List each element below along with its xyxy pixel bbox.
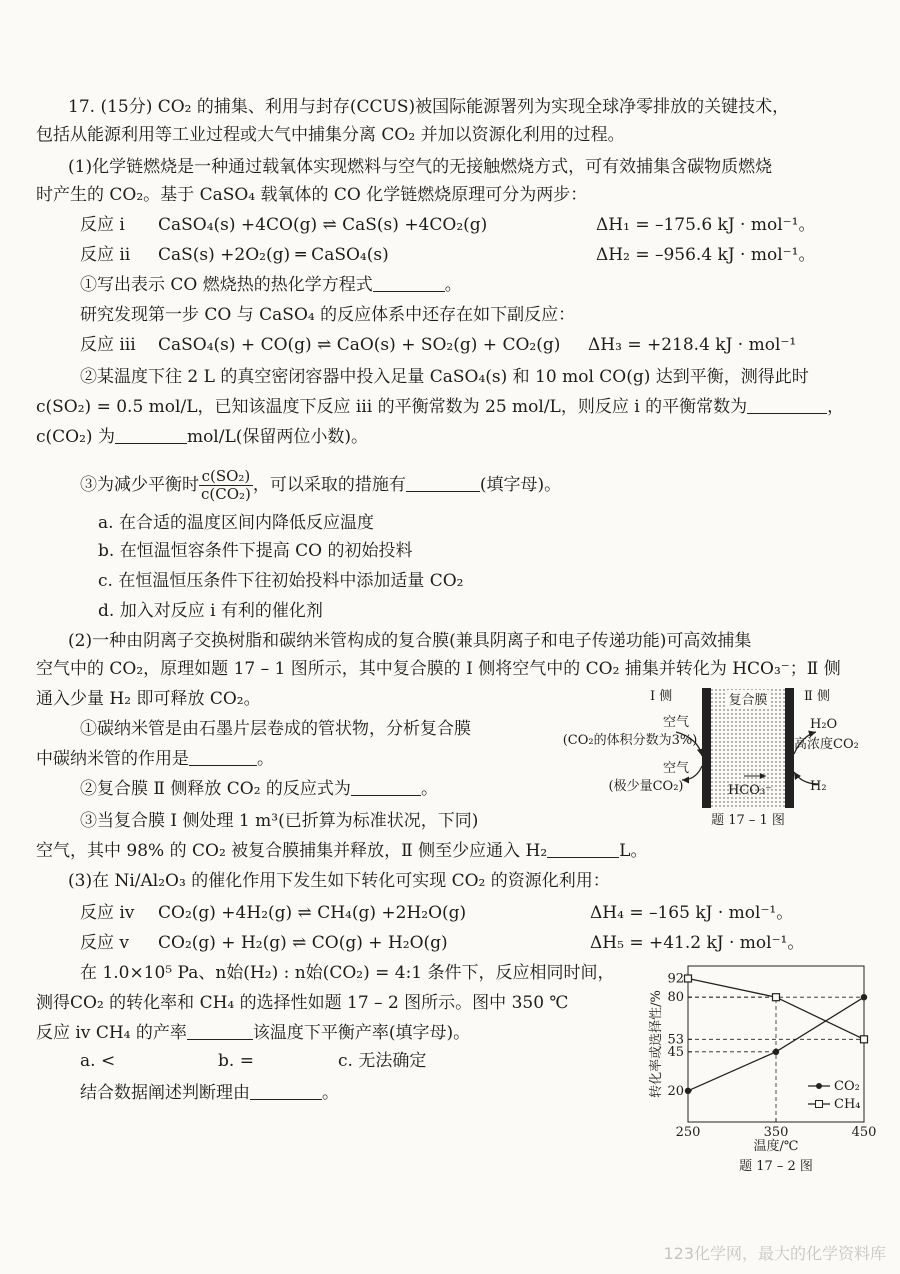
reaction-3-label: 反应 ⅲ bbox=[80, 335, 136, 355]
y-tick-label: 45 bbox=[667, 1044, 684, 1060]
reaction-3-enthalpy: ΔH₃ = +218.4 kJ · mol⁻¹ bbox=[588, 335, 797, 355]
answer-blank[interactable] bbox=[250, 1083, 322, 1100]
period: 。 bbox=[420, 779, 438, 799]
question-2-2 bbox=[80, 778, 438, 800]
question-3-line-1: 在 1.0×10⁵ Pa、n始(H₂) : n始(CO₂) = 4:1 条件下，反应相同时间， bbox=[80, 963, 615, 983]
question-3-text: 反应 ⅳ CH₄ 的产率 bbox=[36, 1023, 187, 1043]
comma: ， bbox=[827, 397, 845, 417]
high-co2-label: 高浓度CO₂ bbox=[794, 737, 859, 752]
air-outlet-label: 空气 bbox=[662, 761, 690, 776]
reaction-1-enthalpy: ΔH₁ = –175.6 kJ · mol⁻¹。 bbox=[596, 215, 816, 235]
reaction-3-equation: CaSO₄(s) + CO(g) ⇌ CaO(s) + SO₂(g) + CO₂(g) bbox=[158, 335, 561, 355]
period: 。 bbox=[322, 1083, 339, 1103]
period: 。 bbox=[257, 749, 274, 769]
reaction-5-enthalpy: ΔH₅ = +41.2 kJ · mol⁻¹。 bbox=[590, 933, 805, 953]
question-1-3-text-mid: ，可以采取的措施有 bbox=[252, 475, 406, 495]
question-1-2-text-c-tail: mol/L(保留两位小数)。 bbox=[186, 427, 369, 447]
figure-2-caption: 题 17 – 2 图 bbox=[739, 1159, 813, 1174]
question-1-3-text: ③为减少平衡时 bbox=[80, 475, 199, 495]
y-tick-label: 80 bbox=[667, 990, 684, 1006]
question-1-2-line-b bbox=[36, 396, 844, 418]
option-b: b. 在恒温恒容条件下提高 CO 的初始投料 bbox=[98, 541, 413, 561]
question-2-1-line-b bbox=[36, 748, 274, 770]
membrane-wall-right bbox=[785, 688, 794, 808]
question-1-1-text: ①写出表示 CO 燃烧热的热化学方程式 bbox=[80, 275, 373, 295]
fraction-numerator: c(SO₂) bbox=[199, 468, 253, 486]
question-2-3-tail: L。 bbox=[619, 841, 648, 861]
answer-blank[interactable] bbox=[547, 841, 619, 858]
answer-blank[interactable] bbox=[115, 427, 187, 444]
question-2-1-line-a: ①碳纳米管是由石墨片层卷成的管状物，分析复合膜 bbox=[80, 719, 471, 739]
legend-marker-co2 bbox=[816, 1083, 822, 1089]
answer-blank[interactable] bbox=[187, 1023, 253, 1040]
question-3-line-3 bbox=[36, 1022, 470, 1044]
membrane-diagram bbox=[526, 680, 890, 828]
part2-line-3: 通入少量 H₂ 即可释放 CO₂。 bbox=[36, 689, 261, 709]
ch4-data-point bbox=[773, 994, 780, 1001]
concentration-ratio bbox=[199, 468, 253, 503]
question-2-1-text: 中碳纳米管的作用是 bbox=[36, 749, 189, 769]
part3-line-1: (3)在 Ni/Al₂O₃ 的催化作用下发生如下转化可实现 CO₂ 的资源化利用： bbox=[68, 871, 610, 891]
fraction-denominator: c(CO₂) bbox=[201, 485, 251, 503]
figure-1-caption: 题 17 – 1 图 bbox=[711, 813, 785, 828]
reaction-4-label: 反应 ⅳ bbox=[80, 903, 135, 923]
option-c: c. 在恒温恒压条件下往初始投料中添加适量 CO₂ bbox=[98, 571, 464, 591]
x-tick-label: 350 bbox=[763, 1125, 789, 1140]
reaction-4-equation: CO₂(g) +4H₂(g) ⇌ CH₄(g) +2H₂O(g) bbox=[158, 903, 467, 923]
intro-line-1: 17. (15分) CO₂ 的捕集、利用与封存(CCUS)被国际能源署列为实现全球净零排放的关键技术， bbox=[68, 97, 790, 117]
answer-blank[interactable] bbox=[373, 275, 445, 292]
question-2-2-text: ②复合膜 Ⅱ 侧释放 CO₂ 的反应式为 bbox=[80, 779, 351, 799]
legend-label: CO₂ bbox=[834, 1079, 860, 1094]
ch4-data-point bbox=[685, 975, 692, 982]
question-3-option-c: c. 无法确定 bbox=[338, 1051, 427, 1071]
answer-blank[interactable] bbox=[189, 749, 257, 766]
y-tick-label: 53 bbox=[667, 1032, 684, 1048]
answer-blank[interactable] bbox=[747, 397, 827, 414]
question-3-reason-text: 结合数据阐述判断理由 bbox=[80, 1083, 250, 1103]
air-inlet-note: (CO₂的体积分数为3%) bbox=[562, 733, 698, 748]
question-1-2-line-a: ②某温度下往 2 L 的真空密闭容器中投入足量 CaSO₄(s) 和 10 mol CO(g) 达到平衡，测得此时 bbox=[80, 367, 809, 387]
period: 。 bbox=[444, 275, 462, 295]
air-outlet-note: (极少量CO₂) bbox=[608, 779, 684, 794]
part2-line-1: (2)一种由阴离子交换树脂和碳纳米管构成的复合膜(兼具阴离子和电子传递功能)可高效捕集 bbox=[68, 631, 752, 651]
question-3-option-a: a. < bbox=[80, 1051, 116, 1071]
question-1-1 bbox=[80, 274, 462, 296]
reaction-5 bbox=[80, 932, 448, 954]
conversion-selectivity-chart bbox=[630, 952, 890, 1182]
y-tick-label: 20 bbox=[667, 1083, 684, 1099]
reaction-2-enthalpy: ΔH₂ = –956.4 kJ · mol⁻¹。 bbox=[596, 245, 816, 265]
x-tick-label: 450 bbox=[851, 1125, 877, 1140]
part1-line-1: (1)化学链燃烧是一种通过载氧体实现燃料与空气的无接触燃烧方式，可有效捕集含碳物质燃烧 bbox=[68, 157, 773, 177]
intro-line-2: 包括从能源利用等工业过程或大气中捕集分离 CO₂ 并加以资源化利用的过程。 bbox=[36, 125, 625, 145]
reaction-4-enthalpy: ΔH₄ = –165 kJ · mol⁻¹。 bbox=[590, 903, 794, 923]
reaction-5-equation: CO₂(g) + H₂(g) ⇌ CO(g) + H₂O(g) bbox=[158, 933, 448, 953]
question-1-2-text-c: c(CO₂) 为 bbox=[36, 427, 115, 447]
reaction-3 bbox=[80, 334, 560, 356]
x-tick-label: 250 bbox=[675, 1125, 701, 1140]
question-1-2-line-c bbox=[36, 426, 368, 448]
question-3-line-2: 测得CO₂ 的转化率和 CH₄ 的选择性如题 17 – 2 图所示。图中 350 ℃ bbox=[36, 993, 569, 1013]
reaction-1 bbox=[80, 214, 487, 236]
air-inlet-label: 空气 bbox=[662, 715, 690, 730]
answer-blank[interactable] bbox=[351, 779, 421, 796]
side-II-label: Ⅱ 侧 bbox=[804, 689, 830, 704]
question-3-option-b: b. = bbox=[218, 1051, 254, 1071]
legend-marker-ch4 bbox=[816, 1101, 823, 1108]
co2-data-point bbox=[861, 994, 867, 1000]
co2-data-point bbox=[685, 1088, 691, 1094]
reaction-2-label: 反应 ⅱ bbox=[80, 245, 131, 265]
option-a: a. 在合适的温度区间内降低反应温度 bbox=[98, 513, 374, 533]
side-reaction-note: 研究发现第一步 CO 与 CaSO₄ 的反应体系中还存在如下副反应： bbox=[80, 305, 576, 325]
legend-label: CH₄ bbox=[834, 1097, 861, 1112]
option-d: d. 加入对反应 ⅰ 有利的催化剂 bbox=[98, 601, 323, 621]
answer-blank[interactable] bbox=[406, 475, 480, 492]
watermark: 123化学网，最大的化学资料库 bbox=[663, 1244, 886, 1263]
side-I-label: Ⅰ 侧 bbox=[650, 689, 673, 704]
reaction-4 bbox=[80, 902, 466, 924]
part2-line-2: 空气中的 CO₂，原理如题 17 – 1 图所示，其中复合膜的 Ⅰ 侧将空气中的 CO₂ 捕集并转化为 HCO₃⁻；Ⅱ 侧 bbox=[36, 659, 841, 679]
water-label: H₂O bbox=[810, 717, 838, 732]
y-axis-label: 转化率或选择性/% bbox=[649, 990, 664, 1098]
question-2-3-line-b bbox=[36, 840, 647, 862]
y-tick-label: 92 bbox=[667, 971, 684, 987]
hydrogen-label: H₂ bbox=[810, 779, 827, 794]
question-1-2-text-b: c(SO₂) = 0.5 mol/L，已知该温度下反应 ⅲ 的平衡常数为 25 mol/L，则反应 ⅰ 的平衡常数为 bbox=[36, 397, 748, 417]
membrane-wall-left bbox=[702, 688, 711, 808]
question-1-3 bbox=[80, 468, 561, 503]
question-3-line-4 bbox=[80, 1082, 339, 1104]
question-2-3-text: 空气，其中 98% 的 CO₂ 被复合膜捕集并释放，Ⅱ 侧至少应通入 H₂ bbox=[36, 841, 548, 861]
membrane-label: 复合膜 bbox=[728, 693, 768, 708]
part1-line-2: 时产生的 CO₂。基于 CaSO₄ 载氧体的 CO 化学链燃烧原理可分为两步： bbox=[36, 185, 588, 205]
reaction-2 bbox=[80, 244, 389, 266]
reaction-5-label: 反应 ⅴ bbox=[80, 933, 130, 953]
reaction-1-label: 反应 ⅰ bbox=[80, 215, 125, 235]
question-1-3-tail: (填字母)。 bbox=[479, 475, 562, 495]
co2-data-point bbox=[773, 1049, 779, 1055]
bicarbonate-label: HCO₃⁻ bbox=[728, 783, 773, 798]
reaction-2-equation: CaS(s) +2O₂(g) ═ CaSO₄(s) bbox=[158, 245, 389, 265]
x-axis-label: 温度/℃ bbox=[753, 1139, 799, 1154]
question-2-3-line-a: ③当复合膜 Ⅰ 侧处理 1 m³(已折算为标准状况，下同) bbox=[80, 811, 479, 831]
reaction-1-equation: CaSO₄(s) +4CO(g) ⇌ CaS(s) +4CO₂(g) bbox=[158, 215, 488, 235]
ch4-data-point bbox=[861, 1036, 868, 1043]
question-3-text-tail: 该温度下平衡产率(填字母)。 bbox=[252, 1023, 471, 1043]
